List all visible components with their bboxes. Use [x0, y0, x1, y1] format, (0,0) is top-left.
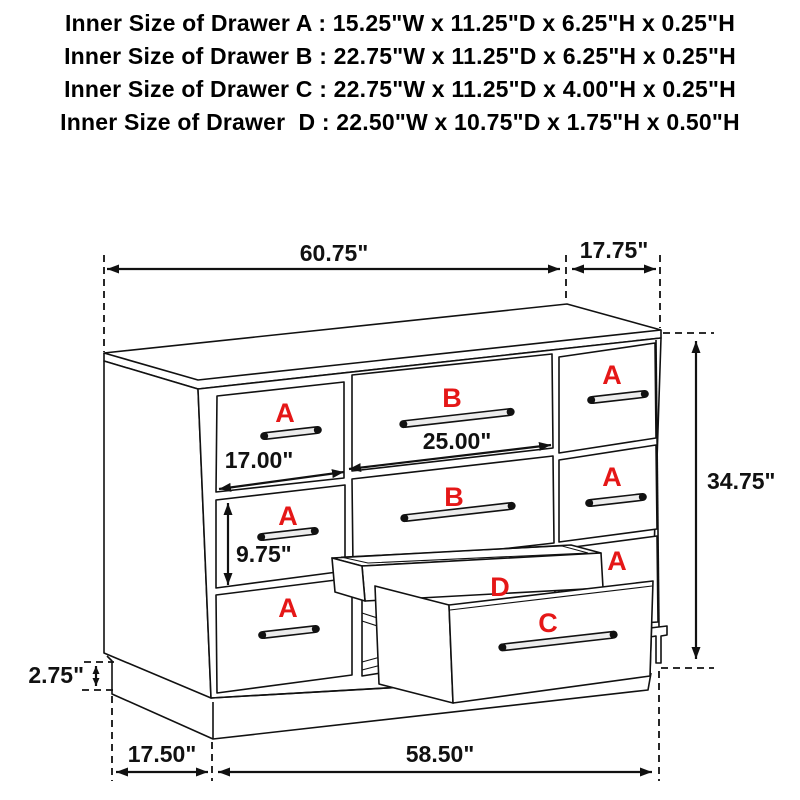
- label-drawer-a: A: [602, 462, 622, 492]
- dim-top-depth-value: 17.75": [579, 237, 649, 263]
- spec-line-drawer-a: Inner Size of Drawer A : 15.25"W x 11.25"D x 6.25"H x 0.25"H: [64, 10, 736, 36]
- dim-top-width: [107, 240, 560, 269]
- dresser-left-side: [104, 361, 211, 698]
- spec-line-drawer-b: Inner Size of Drawer B : 22.75"W x 11.25"D x 6.25"H x 0.25"H: [64, 43, 736, 69]
- label-drawer-a: A: [278, 501, 298, 531]
- dim-drawer-front-height-value: 9.75": [236, 541, 292, 567]
- spec-line-drawer-d: Inner Size of Drawer D : 22.50"W x 10.75"D x 1.75"H x 0.50"H: [60, 109, 740, 135]
- label-drawer-a: A: [275, 398, 295, 428]
- front-right-foot: [650, 626, 667, 663]
- label-drawer-a: A: [602, 360, 622, 390]
- dresser-drawing: [104, 304, 667, 739]
- dim-bottom-width: [218, 741, 652, 772]
- dim-base-height-value: 2.75": [28, 662, 84, 688]
- label-drawer-b: B: [442, 383, 462, 413]
- label-drawer-d: D: [490, 572, 510, 602]
- dim-bottom-depth-value: 17.50": [127, 741, 197, 767]
- label-drawer-c: C: [538, 608, 558, 638]
- dim-left-drawer-width-value: 17.00": [224, 447, 294, 473]
- dim-top-width-value: 60.75": [299, 240, 369, 266]
- spec-line-drawer-c: Inner Size of Drawer C : 22.75"W x 11.25"D x 4.00"H x 0.25"H: [64, 76, 736, 102]
- dim-base-height: [28, 662, 96, 688]
- label-drawer-b: B: [444, 482, 464, 512]
- dim-bottom-depth: [116, 741, 208, 772]
- dim-overall-height-value: 34.75": [707, 468, 776, 494]
- dim-middle-drawer-width-value: 25.00": [422, 428, 492, 454]
- label-drawer-a: A: [607, 546, 627, 576]
- dim-top-depth: [572, 237, 656, 269]
- dim-overall-height: [696, 341, 775, 659]
- label-drawer-a: A: [278, 593, 298, 623]
- dim-bottom-width-value: 58.50": [405, 741, 475, 767]
